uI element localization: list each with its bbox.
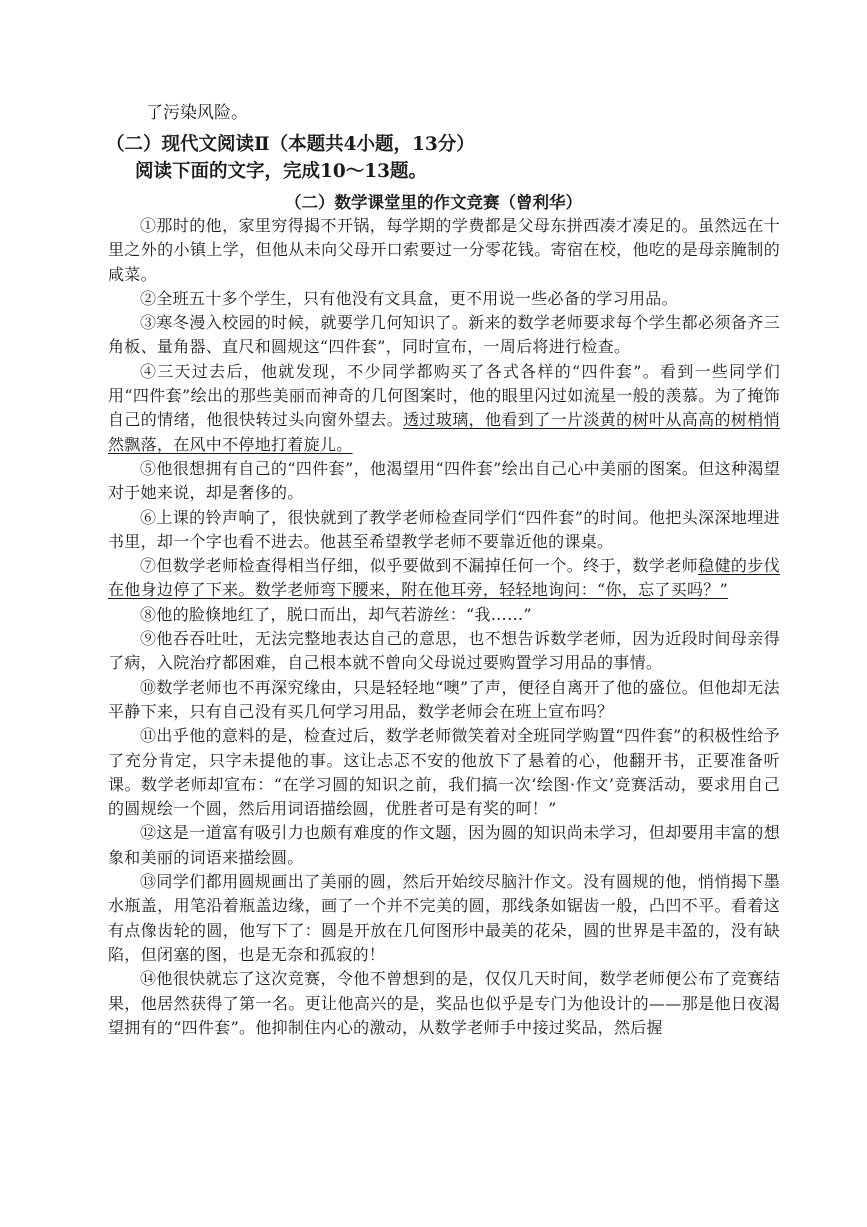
paragraph-10: ⑩数学老师也不再深究缘由，只是轻轻地“噢”了声，便径自离开了他的盛位。但他却无法平静下来，只有自己没有买几何学习用品，数学老师会在班上宣布吗？ (108, 677, 780, 721)
paragraph-14: ⑭他很快就忘了这次竞赛，令他不曾想到的是，仅仅几天时间，数学老师便公布了竞赛结果，他居然获得了第一名。更让他高兴的是，奖品也似乎是专门为他设计的——那是他日夜渴望拥有的“四件套”。他抑制住内心的激动，从数学老师手中接过奖品，然后握 (108, 969, 780, 1037)
underlined-sentence: 透过玻璃，他看到了一片淡黄的树叶从高高的树梢悄然飘落，在风中不停地打着旋儿。 (108, 410, 780, 454)
paragraph-11: ⑪出乎他的意料的是，检查过后，数学老师微笑着对全班同学购置“四件套”的积极性给予了充分肯定，只字未提他的事。这让忐忑不安的他放下了悬着的心，他翻开书，正要准备听课。数学老师却宣布：“在学习圆的知识之前，我们搞一次‘绘图·作文’竞赛活动，要求用自己的圆规绘一个圆，然后用词语描绘圆，优胜者可是有奖的呵！” (108, 726, 780, 819)
paragraph-3: ③寒冬漫入校园的时候，就要学几何知识了。新来的数学老师要求每个学生都必须备齐三角板、量角器、直尺和圆规这“四件套”，同时宣布，一周后将进行检查。 (108, 313, 780, 357)
article-title: （二）数学课堂里的作文竞赛（曾利华） (285, 193, 582, 212)
section-heading: （二）现代文阅读Ⅱ（本题共4小题，13分） (106, 134, 475, 155)
paragraph-9: ⑨他吞吞吐吐，无法完整地表达自己的意思，也不想告诉数学老师，因为近段时间母亲得了病，入院治疗都困难，自己根本就不曾向父母说过要购置学习用品的事情。 (108, 629, 780, 673)
paragraph-6: ⑥上课的铃声响了，很快就到了教学老师检查同学们“四件套”的时间。他把头深深地埋进书里，却一个字也看不进去。他甚至希望教学老师不要靠近他的课桌。 (108, 507, 780, 551)
paragraph-12: ⑫这是一道富有吸引力也颇有难度的作文题，因为圆的知识尚未学习，但却要用丰富的想象和美丽的词语来描绘圆。 (108, 823, 780, 867)
paragraph-8: ⑧他的脸倏地红了，脱口而出，却气若游丝：“我……” (140, 604, 532, 624)
instruction: 阅读下面的文字，完成10～13题。 (135, 161, 427, 182)
paragraph-1: ①那时的他，家里穷得揭不开锅，每学期的学费都是父母东拼西凑才凑足的。虽然远在十里之外的小镇上学，但他从未向父母开口索要过一分零花钱。寄宿在校，他吃的是母亲腌制的咸菜。 (108, 216, 780, 284)
article-body (108, 214, 780, 1040)
paragraph-13: ⑬同学们都用圆规画出了美丽的圆，然后开始绞尽脑汁作文。没有圆规的他，悄悄揭下墨水瓶盖，用笔沿着瓶盖边缘，画了一个并不完美的圆，那线条如锯齿一般，凸凹不平。看着这有点像齿轮的圆，他写下了：圆是开放在几何图形中最美的花朵，圆的世界是丰盈的，没有缺陷，但闭塞的图，也是无奈和孤寂的！ (108, 872, 780, 964)
paragraph-4: ④三天过去后，他就发现，不少同学都购买了各式各样的“四件套”。看到一些同学们用“四件套”绘出的那些美丽而神奇的几何图案时，他的眼里闪过如流星一般的羡慕。为了掩饰自己的情绪，他很快转过头向窗外望去。透过玻璃，他看到了一片淡黄的树叶从高高的树梢悄然飘落，在风中不停地打着旋儿。 (108, 361, 780, 454)
underlined-sentence: 稳健的步伐在他身边停了下来。数学老师弯下腰来，附在他耳旁，轻轻地询问：“你，忘了买吗？” (108, 556, 780, 600)
paragraph-2: ②全班五十多个学生，只有他没有文具盒，更不用说一些必备的学习用品。 (140, 288, 678, 308)
paragraph-5: ⑤他很想拥有自己的“四件套”，他渴望用“四件套”绘出自己心中美丽的图案。但这种渴望对于她来说，却是奢侈的。 (108, 458, 780, 503)
paragraph-7: ⑦但数学老师检查得相当仔细，似乎要做到不漏掉任何一个。终于，数学老师稳健的步伐在他身边停了下来。数学老师弯下腰来，附在他耳旁，轻轻地询问：“你，忘了买吗？” (108, 556, 780, 600)
previous-text-tail: 了污染风险。 (146, 103, 248, 123)
